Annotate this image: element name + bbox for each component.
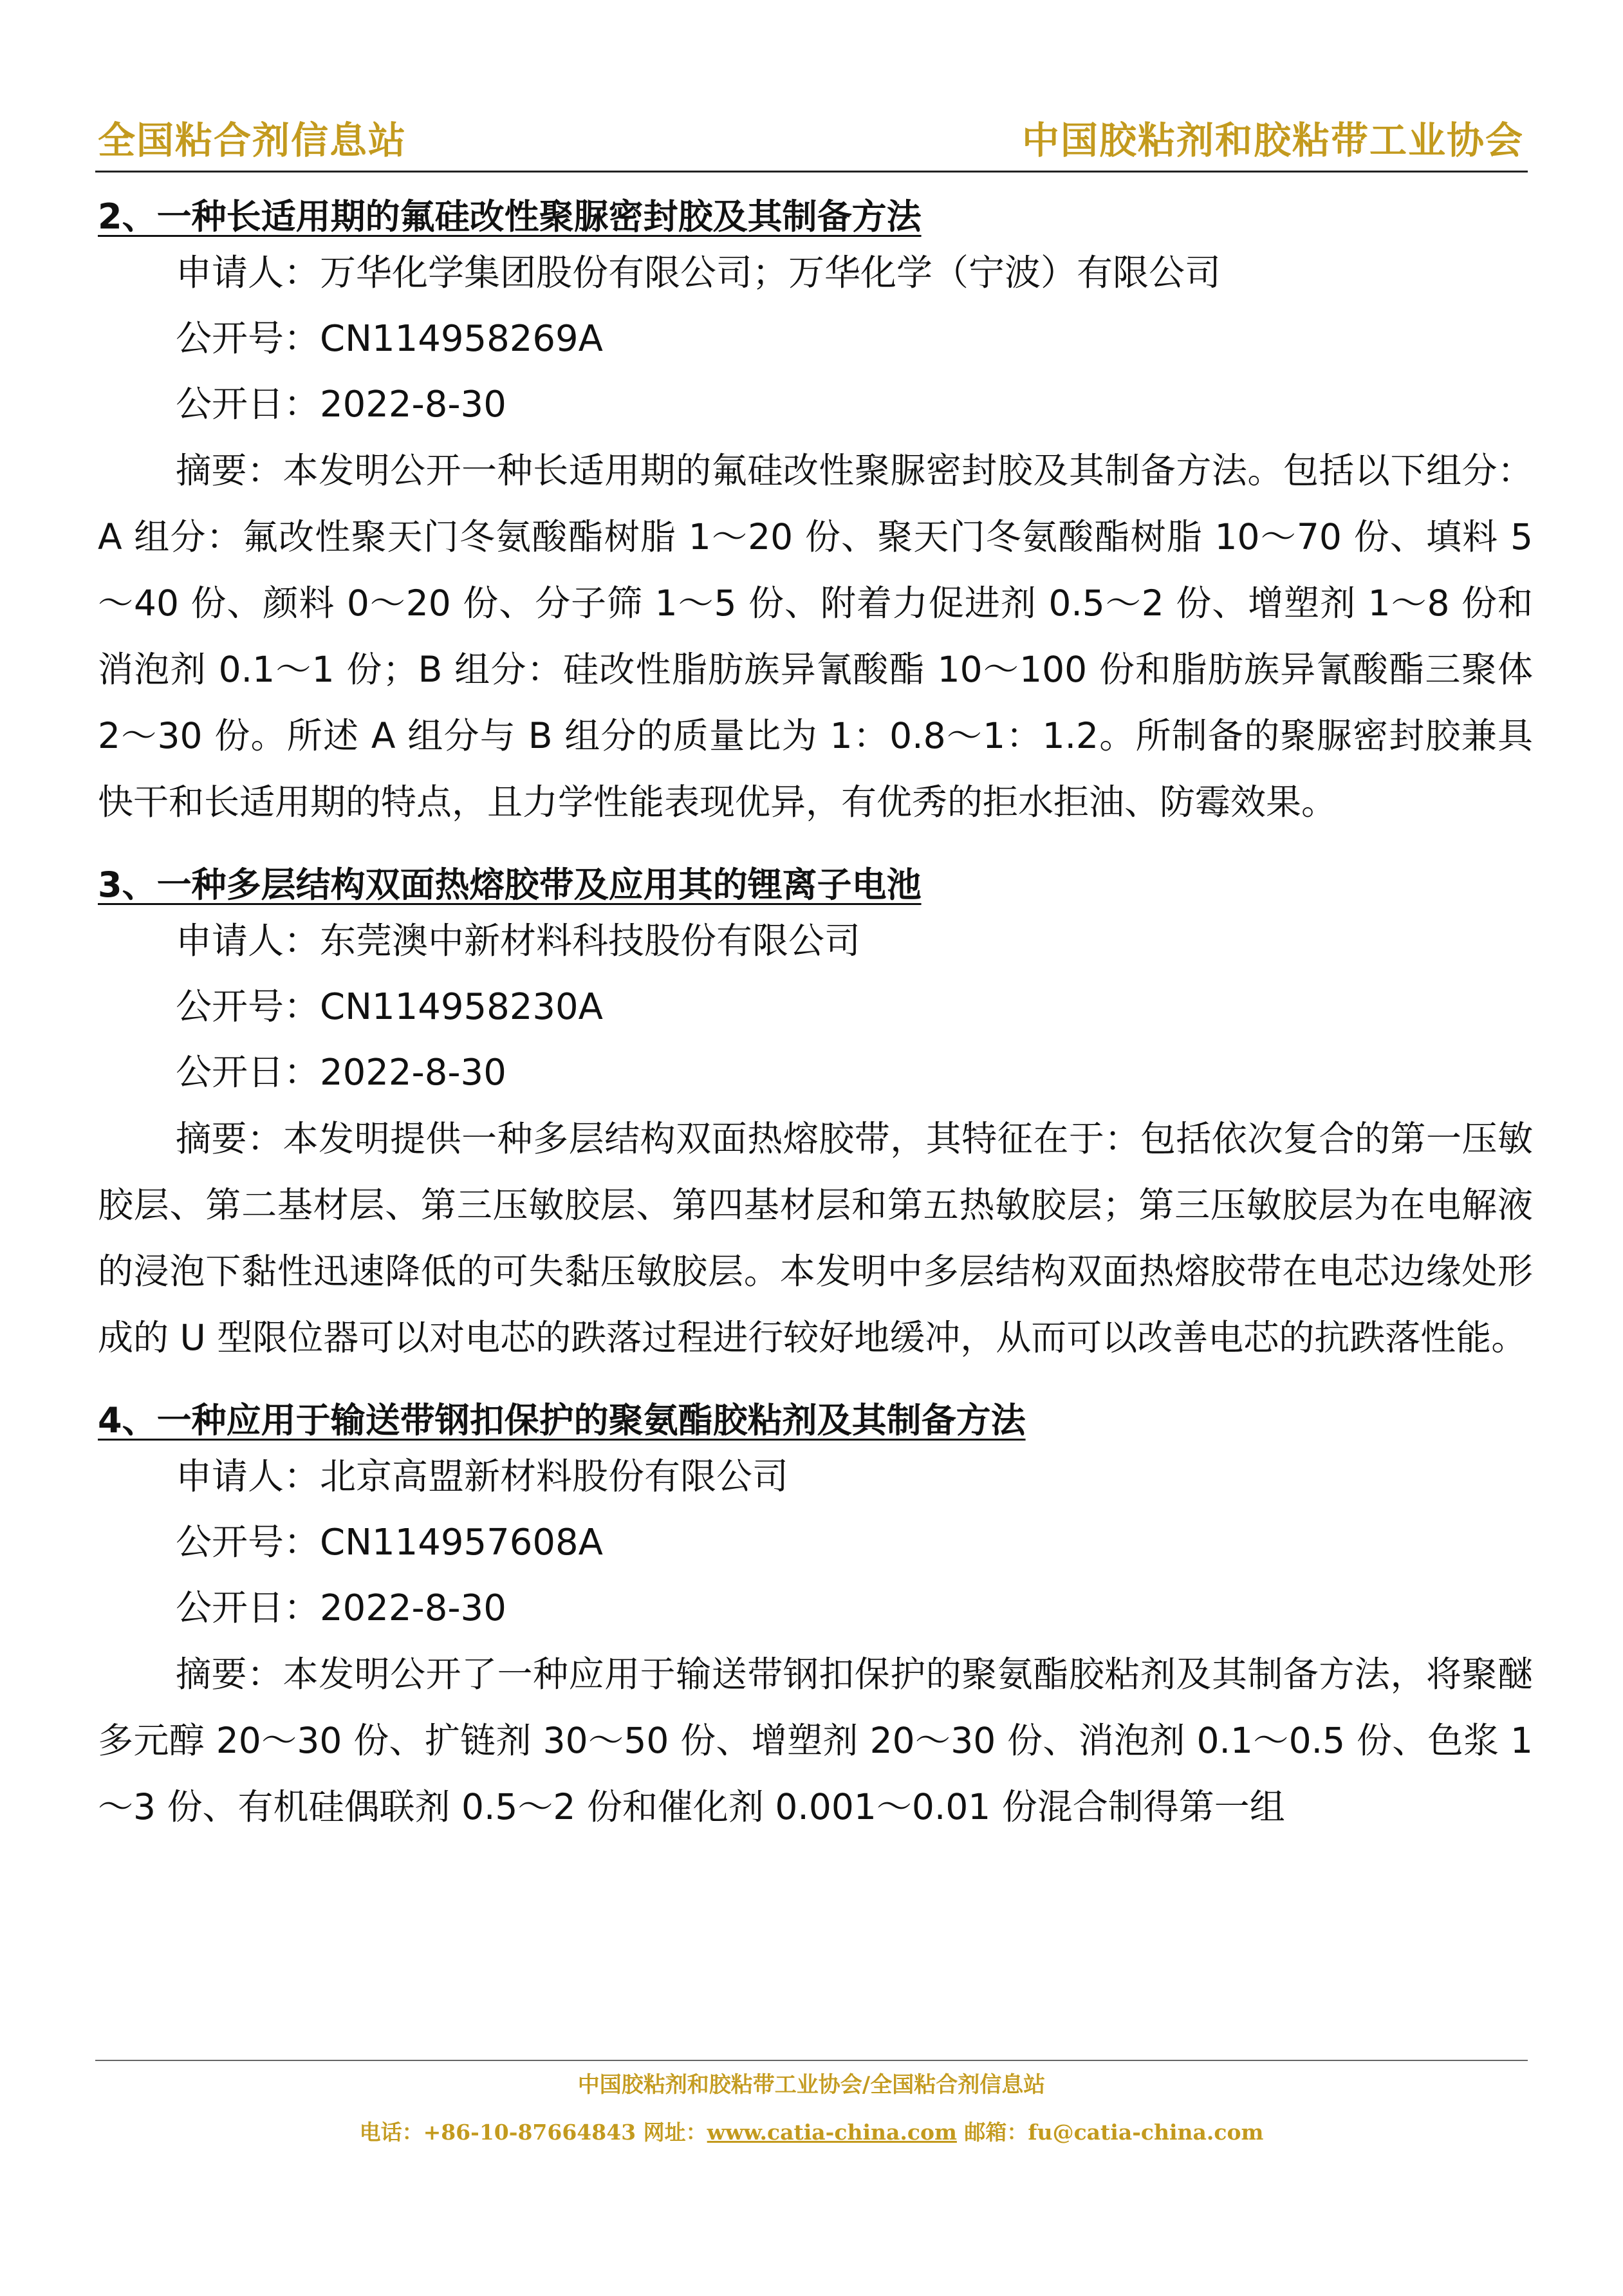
footer-contact — [0, 2116, 1623, 2149]
abstract-paragraph: 摘要：本发明公开了一种应用于输送带钢扣保护的聚氨酯胶粘剂及其制备方法，将聚醚多元醇 20～30 份、扩链剂 30～50 份、增塑剂 20～30 份、消泡剂 0.1～0.5 份、色浆 1～3 份、有机硅偶联剂 0.5～2 份和催化剂 0.001～0.01 份混合制得第一组 — [98, 1654, 1533, 1827]
footer-divider — [95, 2060, 1528, 2061]
applicant-line: 申请人：北京高盟新材料股份有限公司 — [176, 1456, 788, 1498]
patent-title: 2、一种长适用期的氟硅改性聚脲密封胶及其制备方法 — [98, 196, 922, 237]
publication-date-line: 公开日：2022-8-30 — [176, 384, 506, 425]
header-right-title: 中国胶粘剂和胶粘带工业协会 — [1021, 118, 1524, 162]
publication-date-line: 公开日：2022-8-30 — [176, 1052, 506, 1094]
abstract-paragraph: 摘要：本发明公开一种长适用期的氟硅改性聚脲密封胶及其制备方法。包括以下组分：A 组分：氟改性聚天门冬氨酸酯树脂 1～20 份、聚天门冬氨酸酯树脂 10～70 份、填料 5～40 份、颜料 0～20 份、分子筛 1～5 份、附着力促进剂 0.5～2 份、增塑剂 1～8 份和消泡剂 0.1～1 份；B 组分：硅改性脂肪族异氰酸酯 10～100 份和脂肪族异氰酸酯三聚体 2～30 份。所述 A 组分与 B 组分的质量比为 1：0.8～1：1.2。所制备的聚脲密封胶兼具快干和长适用期的特点，且力学性能表现优异，有优秀的拒水拒油、防霉效果。 — [98, 450, 1533, 823]
abstract-paragraph: 摘要：本发明提供一种多层结构双面热熔胶带，其特征在于：包括依次复合的第一压敏胶层、第二基材层、第三压敏胶层、第四基材层和第五热敏胶层；第三压敏胶层为在电解液的浸泡下黏性迅速降低的可失黏压敏胶层。本发明中多层结构双面热熔胶带在电芯边缘处形成的 U 型限位器可以对电芯的跌落过程进行较好地缓冲，从而可以改善电芯的抗跌落性能。 — [98, 1118, 1533, 1358]
email-label: 邮箱： — [964, 2120, 1028, 2145]
phone-label: 电话： — [359, 2120, 423, 2145]
website-link[interactable]: www.catia-china.com — [707, 2120, 957, 2145]
patent-entry-4 — [98, 1397, 1533, 1840]
publication-number-line: 公开号：CN114957608A — [176, 1522, 603, 1563]
document-body — [98, 193, 1533, 1866]
applicant-line: 申请人：万华化学集团股份有限公司；万华化学（宁波）有限公司 — [176, 252, 1221, 294]
applicant-line: 申请人：东莞澳中新材料科技股份有限公司 — [176, 920, 860, 962]
publication-date-line: 公开日：2022-8-30 — [176, 1587, 506, 1629]
patent-entry-3 — [98, 861, 1533, 1371]
patent-title: 3、一种多层结构双面热熔胶带及应用其的锂离子电池 — [98, 864, 922, 905]
email-address[interactable]: fu@catia-china.com — [1028, 2120, 1264, 2145]
publication-number-line: 公开号：CN114958269A — [176, 318, 603, 360]
publication-number-line: 公开号：CN114958230A — [176, 986, 603, 1028]
website-label: 网址： — [643, 2120, 707, 2145]
footer-organization: 中国胶粘剂和胶粘带工业协会/全国粘合剂信息站 — [577, 2072, 1046, 2098]
header-left-title: 全国粘合剂信息站 — [98, 118, 407, 162]
patent-entry-2 — [98, 193, 1533, 835]
page-header — [95, 113, 1528, 173]
phone-number: +86-10-87664843 — [423, 2120, 636, 2145]
patent-title: 4、一种应用于输送带钢扣保护的聚氨酯胶粘剂及其制备方法 — [98, 1400, 1026, 1441]
